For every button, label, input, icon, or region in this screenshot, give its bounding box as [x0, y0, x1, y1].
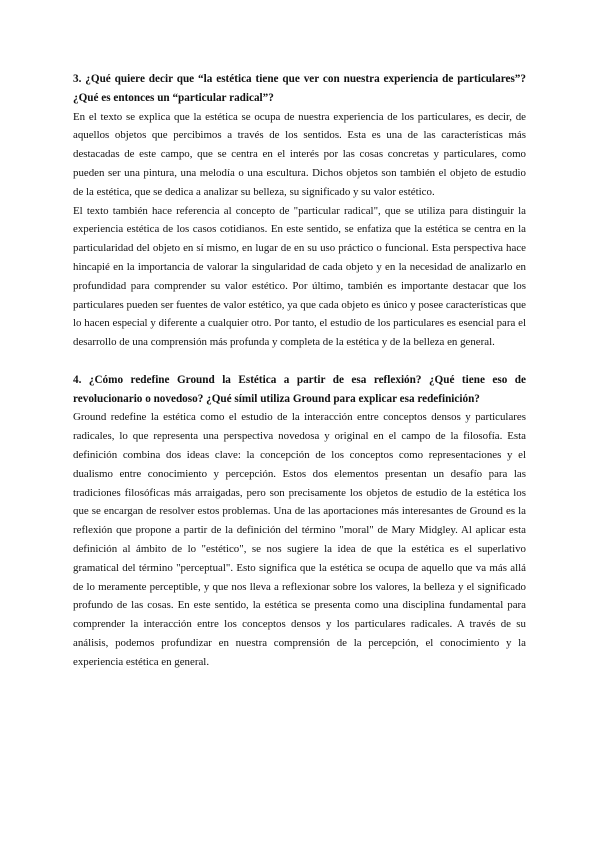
answer-paragraph: El texto también hace referencia al concepto de "particular radical", que se utiliza para distinguir la experiencia estética de los casos cotidianos. En este sentido, se enfatiza que la estética se centra en la particularidad del objeto en sí mismo, en lugar de en su uso práctico o funcional. Esta perspectiva hace hincapié en la importancia de valorar la singularidad de cada objeto y en la necesidad de analizarlo en profundidad para comprender su valor estético. Por último, también es importante destacar que los particulares pueden ser fuentes de valor estético, ya que cada objeto es único y posee características que lo hacen especial y diferente a cualquier otro. Por tanto, el estudio de los particulares es esencial para el desarrollo de una comprensión más profunda y completa de la estética y de la belleza en general.: [73, 204, 526, 349]
question-heading: 3. ¿Qué quiere decir que “la estética tiene que ver con nuestra experiencia de particulares”? ¿Qué es entonces un “particular radical”?: [73, 73, 526, 104]
section-question-4: [73, 371, 526, 672]
answer-paragraph: Ground redefine la estética como el estudio de la interacción entre conceptos densos y particulares radicales, lo que representa una perspectiva novedosa y original en el campo de la filosofía. Esta definición combina dos ideas clave: la concepción de los conceptos como representaciones y el dualismo entre conocimiento y percepción. Estos dos elementos presentan un desafío para las tradiciones filosóficas más arraigadas, pero son precisamente los objetos de estudio de la estética los que se encargan de resolver estos problemas. Una de las aportaciones más interesantes de Ground es la reflexión que propone a partir de la definición del término "moral" de Mary Midgley. Al aplicar esta definición al ámbito de lo "estético", se nos sugiere la idea de que la estética es el superlativo gramatical del término "perceptual". Esto significa que la estética se ocupa de aquello que va más allá de lo meramente perceptible, y que nos lleva a reflexionar sobre los valores, la belleza y el significado profundo de las cosas. En este sentido, la estética se presenta como una disciplina fundamental para comprender la interacción entre los conceptos densos y los particulares radicales. A través de su análisis, podemos profundizar en nuestra comprensión de la percepción, el conocimiento y la experiencia estética en general.: [73, 411, 526, 668]
section-question-3: [73, 70, 526, 352]
document-body: [73, 70, 526, 672]
answer-paragraph: En el texto se explica que la estética se ocupa de nuestra experiencia de los particulares, es decir, de aquellos objetos que percibimos a través de los sentidos. Esta es una de las características más destacadas de este campo, que se centra en el interés por las cosas concretas y particulares, como pueden ser una pintura, una melodía o una escultura. Dichos objetos son también el objeto de estudio de la estética, que se dedica a analizar su belleza, su significado y su valor estético.: [73, 110, 526, 198]
question-heading: 4. ¿Cómo redefine Ground la Estética a partir de esa reflexión? ¿Qué tiene eso de revolucionario o novedoso? ¿Qué símil utiliza Ground para explicar esa redefinición?: [73, 373, 526, 405]
